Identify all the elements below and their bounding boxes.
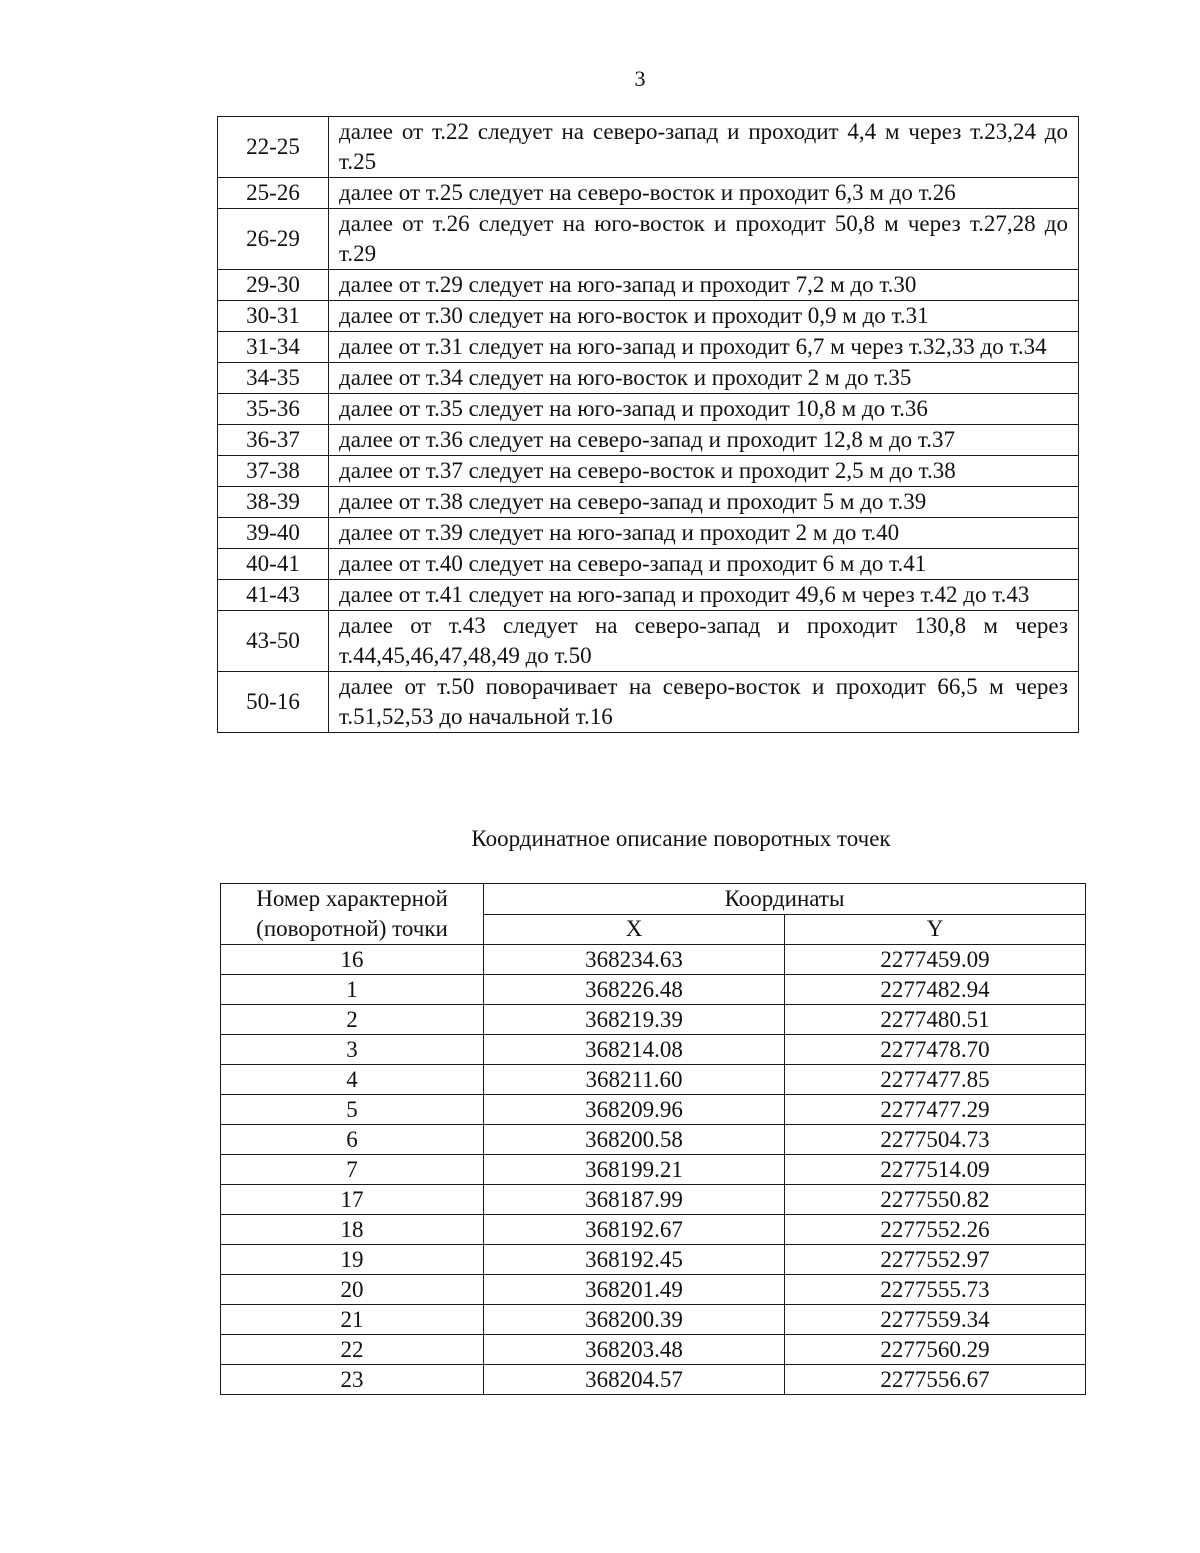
x-coordinate-cell: 368214.08 [484, 1035, 785, 1065]
segment-range: 37-38 [218, 456, 329, 487]
point-number-header: Номер характерной (поворотной) точки [221, 884, 484, 945]
point-number-cell: 4 [221, 1065, 484, 1095]
segment-range: 29-30 [218, 270, 329, 301]
y-coordinate-cell: 2277477.85 [785, 1065, 1086, 1095]
coordinates-table-header [221, 884, 1086, 945]
point-number-cell: 23 [221, 1365, 484, 1395]
y-coordinate-cell: 2277480.51 [785, 1005, 1086, 1035]
point-number-cell: 22 [221, 1335, 484, 1365]
segment-description: далее от т.41 следует на юго-запад и проходит 49,6 м через т.42 до т.43 [329, 580, 1079, 611]
coordinate-row [221, 1155, 1086, 1185]
segment-range: 50-16 [218, 672, 329, 733]
y-column-header: Y [785, 914, 1086, 945]
coordinate-row [221, 1305, 1086, 1335]
coordinate-row [221, 1065, 1086, 1095]
x-coordinate-cell: 368219.39 [484, 1005, 785, 1035]
segment-row [218, 363, 1079, 394]
segment-description: далее от т.22 следует на северо-запад и проходит 4,4 м через т.23,24 до т.25 [329, 117, 1079, 178]
segment-row [218, 394, 1079, 425]
coordinate-row [221, 1035, 1086, 1065]
coordinate-row [221, 945, 1086, 975]
segment-description: далее от т.37 следует на северо-восток и проходит 2,5 м до т.38 [329, 456, 1079, 487]
y-coordinate-cell: 2277560.29 [785, 1335, 1086, 1365]
point-number-cell: 18 [221, 1215, 484, 1245]
y-coordinate-cell: 2277504.73 [785, 1125, 1086, 1155]
y-coordinate-cell: 2277552.97 [785, 1245, 1086, 1275]
segment-range: 43-50 [218, 611, 329, 672]
point-number-cell: 16 [221, 945, 484, 975]
y-coordinate-cell: 2277556.67 [785, 1365, 1086, 1395]
x-coordinate-cell: 368192.67 [484, 1215, 785, 1245]
x-coordinate-cell: 368209.96 [484, 1095, 785, 1125]
segment-range: 36-37 [218, 425, 329, 456]
segment-range: 22-25 [218, 117, 329, 178]
y-coordinate-cell: 2277514.09 [785, 1155, 1086, 1185]
segment-table-body [218, 117, 1079, 733]
coordinate-row [221, 1215, 1086, 1245]
segment-row [218, 611, 1079, 672]
point-number-cell: 7 [221, 1155, 484, 1185]
segment-row [218, 209, 1079, 270]
coordinate-row [221, 1335, 1086, 1365]
segment-range: 38-39 [218, 487, 329, 518]
point-number-cell: 19 [221, 1245, 484, 1275]
segment-description-table [217, 116, 1079, 733]
segment-row [218, 117, 1079, 178]
coordinate-row [221, 1275, 1086, 1305]
point-number-cell: 5 [221, 1095, 484, 1125]
segment-range: 39-40 [218, 518, 329, 549]
point-number-cell: 20 [221, 1275, 484, 1305]
y-coordinate-cell: 2277482.94 [785, 975, 1086, 1005]
segment-description: далее от т.50 поворачивает на северо-восток и проходит 66,5 м через т.51,52,53 до начальной т.16 [329, 672, 1079, 733]
segment-description: далее от т.40 следует на северо-запад и проходит 6 м до т.41 [329, 549, 1079, 580]
coordinates-table [220, 883, 1086, 1395]
x-coordinate-cell: 368192.45 [484, 1245, 785, 1275]
segment-row [218, 425, 1079, 456]
y-coordinate-cell: 2277478.70 [785, 1035, 1086, 1065]
x-coordinate-cell: 368211.60 [484, 1065, 785, 1095]
segment-range: 35-36 [218, 394, 329, 425]
section-title: Координатное описание поворотных точек [471, 826, 891, 851]
segment-row [218, 178, 1079, 209]
coordinates-table-body [221, 945, 1086, 1395]
segment-range: 31-34 [218, 332, 329, 363]
coordinates-header: Координаты [484, 884, 1086, 915]
segment-description: далее от т.31 следует на юго-запад и проходит 6,7 м через т.32,33 до т.34 [329, 332, 1079, 363]
y-coordinate-cell: 2277555.73 [785, 1275, 1086, 1305]
y-coordinate-cell: 2277550.82 [785, 1185, 1086, 1215]
segment-range: 41-43 [218, 580, 329, 611]
segment-range: 40-41 [218, 549, 329, 580]
y-coordinate-cell: 2277459.09 [785, 945, 1086, 975]
segment-row [218, 672, 1079, 733]
point-number-cell: 3 [221, 1035, 484, 1065]
x-coordinate-cell: 368201.49 [484, 1275, 785, 1305]
segment-description: далее от т.34 следует на юго-восток и проходит 2 м до т.35 [329, 363, 1079, 394]
point-number-cell: 17 [221, 1185, 484, 1215]
point-number-cell: 1 [221, 975, 484, 1005]
coordinate-row [221, 1245, 1086, 1275]
segment-description: далее от т.29 следует на юго-запад и проходит 7,2 м до т.30 [329, 270, 1079, 301]
segment-row [218, 270, 1079, 301]
page-number: 3 [634, 66, 646, 91]
x-coordinate-cell: 368200.39 [484, 1305, 785, 1335]
coordinate-row [221, 1185, 1086, 1215]
segment-description: далее от т.36 следует на северо-запад и проходит 12,8 м до т.37 [329, 425, 1079, 456]
x-coordinate-cell: 368203.48 [484, 1335, 785, 1365]
x-coordinate-cell: 368234.63 [484, 945, 785, 975]
coordinate-row [221, 1005, 1086, 1035]
segment-description: далее от т.30 следует на юго-восток и проходит 0,9 м до т.31 [329, 301, 1079, 332]
segment-description: далее от т.26 следует на юго-восток и проходит 50,8 м через т.27,28 до т.29 [329, 209, 1079, 270]
segment-row [218, 332, 1079, 363]
coordinate-row [221, 1095, 1086, 1125]
segment-range: 34-35 [218, 363, 329, 394]
segment-range: 25-26 [218, 178, 329, 209]
x-coordinate-cell: 368199.21 [484, 1155, 785, 1185]
header-row-1 [221, 884, 1086, 915]
coordinate-row [221, 1125, 1086, 1155]
segment-description: далее от т.25 следует на северо-восток и проходит 6,3 м до т.26 [329, 178, 1079, 209]
x-coordinate-cell: 368187.99 [484, 1185, 785, 1215]
y-coordinate-cell: 2277477.29 [785, 1095, 1086, 1125]
coordinate-row [221, 1365, 1086, 1395]
segment-row [218, 456, 1079, 487]
segment-description: далее от т.39 следует на юго-запад и проходит 2 м до т.40 [329, 518, 1079, 549]
segment-description: далее от т.43 следует на северо-запад и проходит 130,8 м через т.44,45,46,47,48,49 до т.50 [329, 611, 1079, 672]
segment-range: 26-29 [218, 209, 329, 270]
segment-description: далее от т.35 следует на юго-запад и проходит 10,8 м до т.36 [329, 394, 1079, 425]
segment-range: 30-31 [218, 301, 329, 332]
segment-row [218, 487, 1079, 518]
segment-row [218, 549, 1079, 580]
y-coordinate-cell: 2277559.34 [785, 1305, 1086, 1335]
point-number-cell: 21 [221, 1305, 484, 1335]
segment-description: далее от т.38 следует на северо-запад и проходит 5 м до т.39 [329, 487, 1079, 518]
y-coordinate-cell: 2277552.26 [785, 1215, 1086, 1245]
segment-row [218, 518, 1079, 549]
point-number-cell: 6 [221, 1125, 484, 1155]
x-coordinate-cell: 368200.58 [484, 1125, 785, 1155]
segment-row [218, 301, 1079, 332]
coordinate-row [221, 975, 1086, 1005]
x-column-header: X [484, 914, 785, 945]
x-coordinate-cell: 368204.57 [484, 1365, 785, 1395]
point-number-cell: 2 [221, 1005, 484, 1035]
segment-row [218, 580, 1079, 611]
x-coordinate-cell: 368226.48 [484, 975, 785, 1005]
